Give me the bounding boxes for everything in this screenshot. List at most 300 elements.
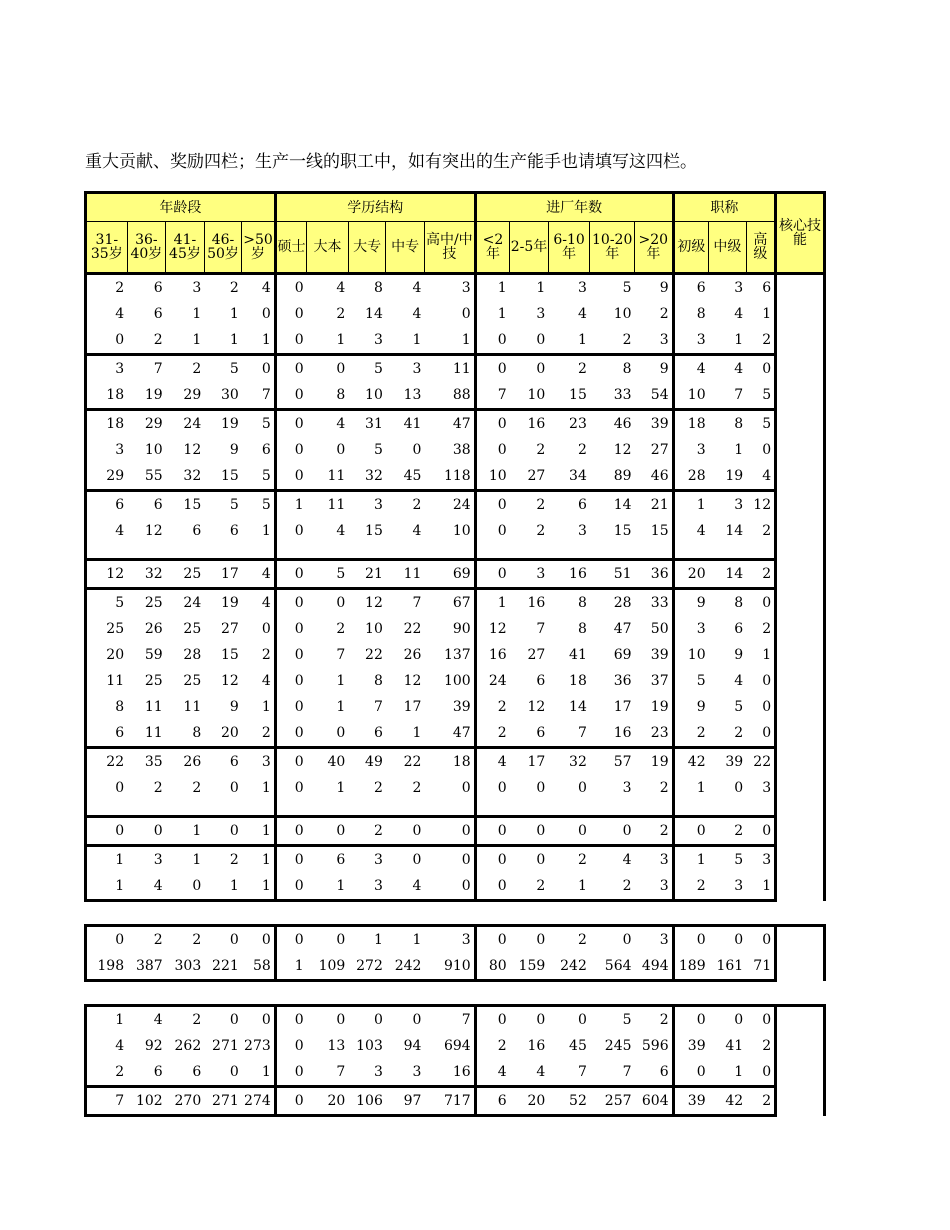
table-cell xyxy=(242,801,275,817)
table-cell: 7 xyxy=(127,355,166,383)
table-cell: 50 xyxy=(635,616,674,642)
table-cell: 11 xyxy=(327,468,346,484)
table-cell: 26 xyxy=(144,621,163,637)
table-cell: 2 xyxy=(336,621,346,637)
table-cell: 2 xyxy=(153,332,163,348)
table-row xyxy=(86,748,825,776)
table-cell: 46 xyxy=(590,410,635,438)
table-cell: 137 xyxy=(424,642,475,668)
table-cell: 221 xyxy=(204,953,242,981)
col-header: 41-45岁 xyxy=(166,222,205,274)
table-cell: 4 xyxy=(242,668,275,694)
table-cell: 4 xyxy=(673,518,709,544)
table-cell: 4 xyxy=(242,560,275,589)
table-cell: 39 xyxy=(673,1033,709,1059)
table-cell: 3 xyxy=(373,332,383,348)
table-cell: 32 xyxy=(365,468,383,484)
table-cell: 2 xyxy=(548,846,590,874)
table-cell: 22 xyxy=(746,748,775,776)
table-cell: 0 xyxy=(275,327,306,355)
table-cell xyxy=(275,801,306,817)
table-cell: 2 xyxy=(746,518,775,544)
table-cell: 1 xyxy=(242,846,275,874)
table-cell: 3 xyxy=(127,846,166,874)
table-cell xyxy=(673,544,709,560)
table-cell: 3 xyxy=(192,280,202,296)
table-cell: 6 xyxy=(153,280,163,296)
table-cell: 6 xyxy=(192,523,202,539)
table-cell xyxy=(127,801,166,817)
table-cell: 12 xyxy=(144,523,163,539)
table-cell: 5 xyxy=(746,382,775,410)
table-cell: 2 xyxy=(127,926,166,954)
table-cell: 242 xyxy=(386,953,425,981)
table-cell: 0 xyxy=(86,926,128,954)
table-cell: 21 xyxy=(348,560,386,589)
table-cell: 54 xyxy=(635,382,674,410)
group-header-years: 进厂年数 xyxy=(475,193,673,222)
table-cell: 41 xyxy=(569,647,587,663)
table-cell: 2 xyxy=(536,442,546,458)
table-cell: 80 xyxy=(475,953,510,981)
table-cell: 5 xyxy=(673,668,709,694)
table-cell: 0 xyxy=(673,817,709,846)
table-cell: 0 xyxy=(475,846,510,874)
table-cell: 12 xyxy=(527,699,546,715)
table-cell: 11 xyxy=(86,668,128,694)
table-cell: 272 xyxy=(348,953,386,981)
table-row xyxy=(86,926,825,954)
table-cell: 6 xyxy=(242,437,275,463)
table-cell: 1 xyxy=(336,780,346,796)
table-cell: 2 xyxy=(204,846,242,874)
table-cell xyxy=(548,801,590,817)
table-cell: 16 xyxy=(475,642,510,668)
table-cell: 2 xyxy=(635,301,674,327)
table-row xyxy=(86,491,825,519)
table-cell: 12 xyxy=(403,673,422,689)
table-cell xyxy=(709,801,747,817)
table-cell: 2 xyxy=(746,560,775,589)
table-cell: 6 xyxy=(373,725,383,741)
table-cell: 14 xyxy=(709,560,747,589)
table-row xyxy=(86,1087,825,1116)
table-cell: 12 xyxy=(220,673,239,689)
table-cell: 4 xyxy=(475,1059,510,1087)
table-cell: 58 xyxy=(242,953,275,981)
table-cell: 10 xyxy=(365,387,383,403)
table-cell: 1 xyxy=(86,846,128,874)
spacer-row xyxy=(86,901,825,926)
table-cell: 18 xyxy=(86,382,128,410)
table-cell: 26 xyxy=(166,748,205,776)
table-cell: 7 xyxy=(336,647,346,663)
table-cell: 0 xyxy=(275,642,306,668)
table-cell xyxy=(166,544,205,560)
table-cell: 0 xyxy=(204,817,242,846)
table-cell: 0 xyxy=(242,616,275,642)
group-header-title: 职称 xyxy=(673,193,776,222)
table-cell: 0 xyxy=(475,410,510,438)
table-row xyxy=(86,437,825,463)
table-cell xyxy=(204,801,242,817)
table-cell: 2 xyxy=(548,355,590,383)
table-cell: 24 xyxy=(166,589,205,617)
table-cell: 0 xyxy=(475,817,510,846)
table-cell: 16 xyxy=(424,1059,475,1087)
table-cell: 16 xyxy=(527,1038,546,1054)
core-skill-cell xyxy=(776,1006,825,1116)
table-cell: 13 xyxy=(403,387,422,403)
table-cell: 3 xyxy=(348,491,386,519)
table-cell: 0 xyxy=(746,720,775,748)
table-cell: 19 xyxy=(635,694,674,720)
table-cell: 20 xyxy=(307,1087,349,1116)
table-cell: 6 xyxy=(635,1059,674,1087)
table-cell: 0 xyxy=(510,355,549,383)
table-cell: 94 xyxy=(403,1038,422,1054)
table-cell xyxy=(386,801,425,817)
table-cell: 69 xyxy=(424,560,475,589)
table-row xyxy=(86,355,825,383)
table-cell: 10 xyxy=(613,306,632,322)
table-cell: 15 xyxy=(613,523,632,539)
table-cell: 3 xyxy=(709,873,747,901)
table-cell: 0 xyxy=(673,926,709,954)
table-cell: 0 xyxy=(475,327,510,355)
table-cell: 6 xyxy=(204,748,242,776)
table-cell: 41 xyxy=(386,410,425,438)
table-cell: 2 xyxy=(475,720,510,748)
table-cell: 42 xyxy=(673,748,709,776)
table-cell: 198 xyxy=(86,953,128,981)
table-cell: 0 xyxy=(275,616,306,642)
table-cell: 0 xyxy=(242,926,275,954)
table-cell: 0 xyxy=(548,1006,590,1034)
table-cell: 0 xyxy=(307,926,349,954)
col-header: 高级 xyxy=(746,222,775,274)
table-cell: 36 xyxy=(635,560,674,589)
table-cell: 51 xyxy=(590,560,635,589)
table-cell: 89 xyxy=(613,468,632,484)
table-cell: 0 xyxy=(275,817,306,846)
table-cell: 4 xyxy=(86,1033,128,1059)
table-cell: 2 xyxy=(536,523,546,539)
table-cell: 16 xyxy=(613,725,632,741)
table-cell: 0 xyxy=(242,301,275,327)
table-cell: 0 xyxy=(275,437,306,463)
table-cell: 1 xyxy=(242,817,275,846)
table-cell: 15 xyxy=(365,523,383,539)
table-cell: 12 xyxy=(746,491,775,519)
table-cell: 19 xyxy=(204,589,242,617)
table-cell: 9 xyxy=(734,647,744,663)
table-cell: 0 xyxy=(510,926,549,954)
staff-structure-table xyxy=(84,191,826,1117)
table-cell: 19 xyxy=(144,387,163,403)
table-cell: 0 xyxy=(424,873,475,901)
table-cell: 24 xyxy=(424,491,475,519)
table-cell: 5 xyxy=(86,589,128,617)
table-cell: 71 xyxy=(746,953,775,981)
table-cell: 1 xyxy=(275,953,306,981)
table-cell: 0 xyxy=(709,926,747,954)
table-cell: 242 xyxy=(548,953,590,981)
table-cell: 28 xyxy=(183,647,202,663)
table-cell: 106 xyxy=(348,1087,386,1116)
table-cell: 12 xyxy=(183,442,202,458)
table-row xyxy=(86,518,825,544)
table-cell: 4 xyxy=(242,589,275,617)
table-cell: 33 xyxy=(613,387,632,403)
table-cell: 18 xyxy=(569,673,587,689)
instruction-note: 重大贡献、奖励四栏；生产一线的职工中，如有突出的生产能手也请填写这四栏。 xyxy=(85,152,697,172)
table-row xyxy=(86,775,825,801)
table-cell: 7 xyxy=(424,1006,475,1034)
table-cell: 0 xyxy=(307,589,349,617)
table-cell: 17 xyxy=(510,748,549,776)
table-cell: 4 xyxy=(412,306,422,322)
table-cell: 9 xyxy=(635,355,674,383)
table-cell: 27 xyxy=(527,468,546,484)
table-cell: 0 xyxy=(275,301,306,327)
table-cell: 23 xyxy=(635,720,674,748)
table-cell: 0 xyxy=(275,1033,306,1059)
col-header: 大本 xyxy=(307,222,349,274)
table-cell: 0 xyxy=(386,1006,425,1034)
table-cell: 22 xyxy=(386,748,425,776)
table-cell: 0 xyxy=(275,274,306,302)
table-cell: 1 xyxy=(746,301,775,327)
table-cell: 1 xyxy=(192,306,202,322)
table-cell: 2 xyxy=(635,817,674,846)
table-cell: 9 xyxy=(673,589,709,617)
table-cell: 39 xyxy=(635,410,674,438)
table-cell: 32 xyxy=(548,748,590,776)
table-cell xyxy=(348,801,386,817)
table-cell xyxy=(348,544,386,560)
table-cell: 19 xyxy=(204,410,242,438)
table-cell: 7 xyxy=(734,387,744,403)
table-cell: 5 xyxy=(622,280,632,296)
table-cell: 0 xyxy=(475,926,510,954)
table-cell: 10 xyxy=(673,382,709,410)
table-cell: 42 xyxy=(709,1087,747,1116)
table-cell: 3 xyxy=(673,616,709,642)
table-cell: 2 xyxy=(510,873,549,901)
table-cell: 0 xyxy=(510,817,549,846)
table-cell: 103 xyxy=(356,1038,383,1054)
table-cell: 3 xyxy=(386,355,425,383)
table-cell: 0 xyxy=(242,1006,275,1034)
table-cell: 4 xyxy=(242,274,275,302)
table-cell: 49 xyxy=(348,748,386,776)
table-cell: 1 xyxy=(336,673,346,689)
col-header: 中专 xyxy=(386,222,425,274)
table-cell: 262 xyxy=(174,1038,202,1054)
table-cell: 0 xyxy=(275,775,306,801)
core-skill-cell xyxy=(776,926,825,981)
table-cell: 5 xyxy=(307,560,349,589)
table-cell: 28 xyxy=(673,463,709,491)
table-cell: 14 xyxy=(725,523,744,539)
table-cell: 1 xyxy=(229,332,239,348)
table-cell: 6 xyxy=(475,1087,510,1116)
table-cell: 0 xyxy=(590,926,635,954)
table-cell: 6 xyxy=(153,306,163,322)
table-cell: 0 xyxy=(746,355,775,383)
table-cell: 29 xyxy=(127,410,166,438)
table-cell: 21 xyxy=(635,491,674,519)
table-cell: 0 xyxy=(746,1006,775,1034)
col-header: 46-50岁 xyxy=(204,222,242,274)
table-cell: 5 xyxy=(348,355,386,383)
table-cell: 6 xyxy=(86,491,128,519)
table-cell: 0 xyxy=(577,780,587,796)
table-cell: 0 xyxy=(475,1006,510,1034)
table-cell xyxy=(510,544,549,560)
table-cell: 0 xyxy=(275,382,306,410)
col-header: 10-20年 xyxy=(590,222,635,274)
table-cell: 1 xyxy=(746,642,775,668)
table-cell: 36 xyxy=(613,673,632,689)
table-cell: 25 xyxy=(86,616,128,642)
table-cell: 6 xyxy=(153,1064,163,1080)
table-cell: 15 xyxy=(635,518,674,544)
table-cell: 9 xyxy=(673,694,709,720)
table-cell: 1 xyxy=(424,327,475,355)
table-cell: 10 xyxy=(365,621,383,637)
table-cell xyxy=(510,801,549,817)
table-cell: 31 xyxy=(348,410,386,438)
table-cell: 0 xyxy=(86,327,128,355)
table-cell: 3 xyxy=(635,873,674,901)
table-cell: 161 xyxy=(709,953,747,981)
table-cell: 27 xyxy=(635,437,674,463)
table-cell: 3 xyxy=(373,1064,383,1080)
table-row xyxy=(86,642,825,668)
table-cell: 2 xyxy=(242,642,275,668)
table-cell: 22 xyxy=(86,748,128,776)
table-cell: 10 xyxy=(475,463,510,491)
table-cell: 16 xyxy=(510,589,549,617)
table-cell: 20 xyxy=(673,560,709,589)
table-cell: 2 xyxy=(373,780,383,796)
table-cell: 0 xyxy=(336,725,346,741)
table-cell: 2 xyxy=(746,1033,775,1059)
table-cell xyxy=(746,544,775,560)
table-cell: 24 xyxy=(475,668,510,694)
table-cell: 0 xyxy=(275,463,306,491)
table-cell: 4 xyxy=(412,280,422,296)
table-cell: 3 xyxy=(510,560,549,589)
table-cell: 4 xyxy=(673,355,709,383)
table-cell: 39 xyxy=(424,694,475,720)
table-cell: 3 xyxy=(536,306,546,322)
table-cell: 8 xyxy=(192,725,202,741)
table-cell: 3 xyxy=(622,780,632,796)
table-cell: 1 xyxy=(242,694,275,720)
table-cell xyxy=(709,544,747,560)
table-cell: 12 xyxy=(86,560,128,589)
table-cell: 5 xyxy=(204,355,242,383)
table-cell: 1 xyxy=(548,873,590,901)
table-cell: 1 xyxy=(386,926,425,954)
table-cell: 5 xyxy=(242,463,275,491)
table-cell: 564 xyxy=(590,953,635,981)
table-cell: 25 xyxy=(144,673,163,689)
table-cell: 39 xyxy=(709,748,747,776)
table-cell: 2 xyxy=(709,817,747,846)
table-cell xyxy=(86,544,128,560)
table-cell: 6 xyxy=(86,720,128,748)
table-cell: 5 xyxy=(373,442,383,458)
table-cell: 1 xyxy=(412,725,422,741)
table-cell: 11 xyxy=(307,491,349,519)
table-cell: 45 xyxy=(569,1038,587,1054)
table-cell: 5 xyxy=(746,410,775,438)
table-cell: 18 xyxy=(673,410,709,438)
table-cell: 0 xyxy=(275,410,306,438)
table-cell: 494 xyxy=(635,953,674,981)
table-cell: 0 xyxy=(275,748,306,776)
table-cell: 0 xyxy=(348,1006,386,1034)
table-cell: 4 xyxy=(577,306,587,322)
table-cell: 7 xyxy=(536,621,546,637)
table-cell: 10 xyxy=(673,642,709,668)
table-cell: 0 xyxy=(307,355,349,383)
table-cell: 270 xyxy=(166,1087,205,1116)
table-cell: 9 xyxy=(635,274,674,302)
table-cell: 0 xyxy=(386,817,425,846)
table-row xyxy=(86,463,825,491)
table-cell: 16 xyxy=(548,560,590,589)
table-cell: 4 xyxy=(475,748,510,776)
table-cell: 4 xyxy=(336,523,346,539)
table-row xyxy=(86,668,825,694)
table-cell: 27 xyxy=(220,621,239,637)
table-cell: 8 xyxy=(577,621,587,637)
table-cell: 604 xyxy=(635,1087,674,1116)
table-cell: 2 xyxy=(336,306,346,322)
table-cell: 109 xyxy=(307,953,349,981)
table-cell: 10 xyxy=(527,387,546,403)
group-header-education: 学历结构 xyxy=(275,193,475,222)
table-cell: 2 xyxy=(166,926,205,954)
table-cell: 22 xyxy=(403,621,422,637)
table-cell: 257 xyxy=(590,1087,635,1116)
table-cell: 0 xyxy=(204,1006,242,1034)
table-cell: 4 xyxy=(590,846,635,874)
table-row xyxy=(86,720,825,748)
table-cell: 69 xyxy=(613,647,632,663)
table-cell: 1 xyxy=(242,1059,275,1087)
table-cell: 17 xyxy=(204,560,242,589)
table-cell: 13 xyxy=(327,1038,346,1054)
table-cell: 15 xyxy=(166,491,205,519)
table-cell: 2 xyxy=(229,280,239,296)
table-cell xyxy=(424,544,475,560)
table-cell: 11 xyxy=(424,355,475,383)
table-row xyxy=(86,1059,825,1087)
table-cell: 28 xyxy=(590,589,635,617)
table-cell: 4 xyxy=(127,873,166,901)
table-cell: 6 xyxy=(536,673,546,689)
table-cell: 910 xyxy=(424,953,475,981)
table-cell: 1 xyxy=(734,442,744,458)
table-cell: 0 xyxy=(86,817,128,846)
table-row xyxy=(86,1006,825,1034)
